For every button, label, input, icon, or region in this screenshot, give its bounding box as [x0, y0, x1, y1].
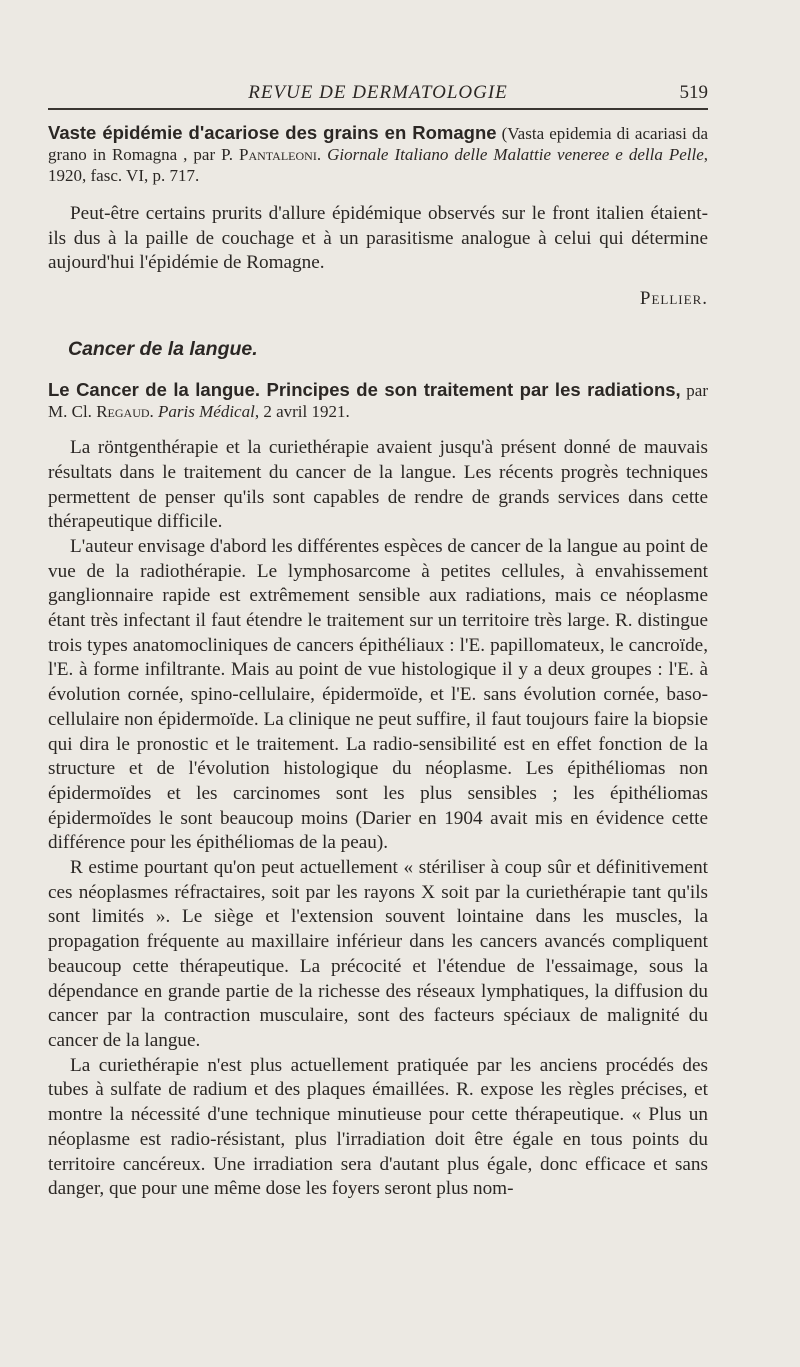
citation-part: (Vasta epidemia di acariasi da grano in Romagna , par P. — [48, 124, 708, 164]
article-paragraph: L'auteur envisage d'abord les différentes espèces de cancer de la langue au point de vue de la radiothérapie. Le lymphosarcome à petites cellules, à envahissement ganglionnaire rapide est extrêmement sensible aux radiations, mais ce néoplasme étant très infectant il faut étendre le traitement sur un territoire très large. R. distingue trois types anatomocliniques de cancers épithéliaux : l'E. papillomateux, le cancroïde, l'E. à forme infiltrante. Mais au point de vue histologique il y a deux groupes : l'E. à évolution cornée, spino-cellulaire, épidermoïde, et l'E. sans évolution cornée, baso-cellulaire non épidermoïde. La clinique ne peut suffire, il faut toujours faire la biopsie qui dira le pronostic et le traitement. La radio-sensibilité est en effet fonction de la structure et de l'évolution histologique du néoplasme. Les épithéliomas non épidermoïdes et les carcinomes sont les plus sensibles ; les épithéliomas épidermoïdes le sont beaucoup moins (Darier en 1904 avait mis en évidence cette différence pour les épithéliomas de la peau). — [48, 535, 708, 854]
article-title: Le Cancer de la langue. Principes de son traitement par les radiations, — [48, 379, 681, 401]
citation-journal: Giornale Italiano delle Malattie veneree e della Pelle — [327, 145, 704, 164]
article-paragraph: La curiethérapie n'est plus actuellement pratiquée par les anciens procédés des tubes à sulfate de radium et des plaques émaillées. R. expose les règles précises, et montre la nécessité d'une technique minutieuse pour cette thérapeutique. « Plus un néoplasme est radio-résistant, plus l'irradiation doit être égale en tous points du territoire cancéreux. Une irradiation sera d'autant plus égale, donc efficace et sans danger, que pour une même dose les foyers seront plus nom- — [48, 1054, 708, 1200]
article-paragraph: R estime pourtant qu'on peut actuellement « stériliser à coup sûr et définitivement ces néoplasmes réfractaires, soit par les rayons X soit par la curiethérapie tant qu'ils sont limités ». Le siège et l'extension souvent lointaine dans les muscles, la propagation fréquente au maxillaire inférieur dans les cancers avancés compliquent beaucoup cette thérapeutique. La précocité et l'étendue de l'essaimage, sous la dépendance en grande partie de la richesse des réseaux lymphatiques, la diffusion du cancer par la contraction musculaire, sont des facteurs spéciaux de malignité du cancer de la langue. — [48, 857, 708, 1051]
citation-part: , 2 avril 1921. — [254, 402, 350, 422]
article-heading — [48, 122, 708, 186]
citation-journal: Paris Médical — [158, 402, 255, 422]
running-head: REVUE DE DERMATOLOGIE — [248, 82, 508, 103]
citation-part: . — [316, 145, 328, 164]
journal-page — [48, 78, 708, 1202]
citation-part: , 1920, fasc. VI, p. 717. — [48, 145, 709, 185]
article-paragraph: Peut-être certains prurits d'allure épidémique observés sur le front italien étaient-ils dus à la paille de couchage et à un parasitisme analogue à celui qui détermine aujourd'hui l'épidémie de Romagne. — [48, 203, 708, 274]
citation-author: Regaud — [96, 402, 150, 422]
page-header — [48, 78, 708, 110]
article-body — [48, 436, 708, 1202]
article-heading — [48, 379, 708, 422]
article-paragraph: La röntgenthérapie et la curiethérapie avaient jusqu'à présent donné de mauvais résultats dans le traitement du cancer de la langue. Les récents progrès techniques permettent de penser qu'ils sont capables de rendre de grands services dans cette thérapeutique difficile. — [48, 437, 708, 533]
article-signature: Pellier. — [639, 288, 708, 310]
section-title: Cancer de la langue. — [68, 338, 258, 361]
citation-part: . — [149, 402, 159, 422]
article-acariose — [48, 122, 708, 310]
citation-part: par M. Cl. — [48, 381, 708, 422]
article-cancer-langue — [48, 379, 708, 1202]
article-title: Vaste épidémie d'acariose des grains en Romagne — [48, 122, 497, 143]
citation-author: Pantaleoni — [239, 145, 317, 164]
page-number: 519 — [679, 82, 708, 103]
